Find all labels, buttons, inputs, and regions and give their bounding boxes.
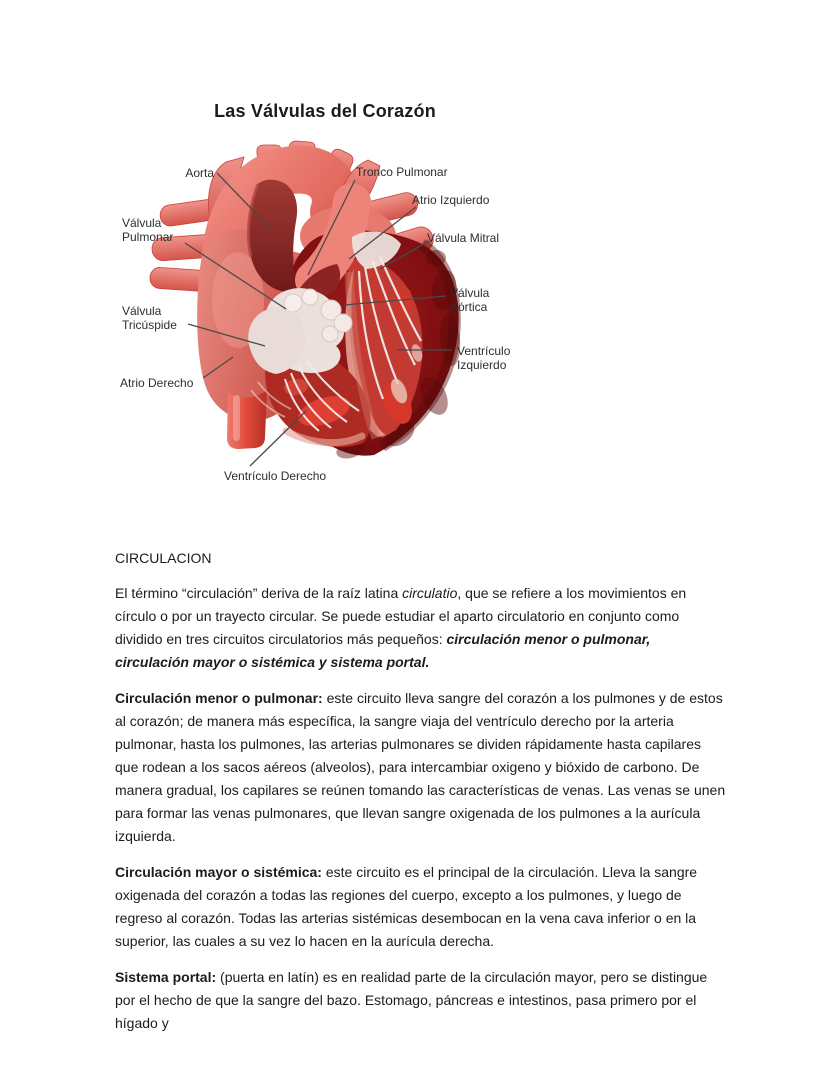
paragraph-circulacion-menor: Circulación menor o pulmonar: este circuito lleva sangre del corazón a los pulmones y de estos al corazón; de manera más específica, la sangre viaja del ventrículo derecho por la arteria pulmonar, hasta los pulmones, las arterias pulmonares se dividen rápidamente hasta capilares que rodean a los sacos aéreos (alveolos), para intercambiar oxigeno y bióxido de carbono. De manera gradual, los capilares se reúnen tomando las características de venas. Las venas se unen para formar las venas pulmonares, que llevan sangre oxigenada de los pulmones a la aurícula izquierda. xyxy=(115,690,726,844)
heart-diagram xyxy=(100,140,560,510)
label-ventriculo-izquierdo-line1: Ventrículo xyxy=(457,344,511,358)
label-aorta: Aorta xyxy=(185,166,214,180)
label-valvula-aortica-line2: Aórtica xyxy=(450,300,488,314)
figure-title: Las Válvulas del Corazón xyxy=(214,101,436,121)
label-valvula-mitral: Válvula Mitral xyxy=(427,231,500,245)
paragraph-sistema-portal: Sistema portal: (puerta en latín) es en realidad parte de la circulación mayor, pero se distingue por el hecho de que la sangre del bazo. Estomago, páncreas e intestinos, pasa primero por el hígado y xyxy=(115,969,708,1031)
paragraph-intro: El término “circulación” deriva de la raíz latina circulatio, que se refiere a los movimientos en círculo o por un trayecto circular. Se puede estudiar el aparto circulatorio en conjunto como dividido en tres circuitos circulatorios más pequeños: circulación menor o pulmonar, circulación mayor o sistémica y sistema portal. xyxy=(115,585,687,670)
label-atrio-izquierdo: Atrio Izquierdo xyxy=(412,193,490,207)
paragraph-circulacion-mayor: Circulación mayor o sistémica: este circuito es el principal de la circulación. Lleva la sangre oxigenada del corazón a todas las regiones del cuerpo, excepto a los pulmones, y luego de regreso al corazón. Todas las arterias sistémicas desembocan en la vena cava inferior o en la superior, las cuales a su vez lo hacen en la aurícula derecha. xyxy=(115,864,698,949)
document-body xyxy=(115,547,727,1048)
label-ventriculo-izquierdo-line2: Izquierdo xyxy=(457,358,507,372)
label-valvula-aortica-line1: Válvula xyxy=(450,286,490,300)
inferior-vena-cava-shape xyxy=(227,390,267,449)
heart-figure xyxy=(100,140,560,510)
label-valvula-pulmonar-line2: Pulmonar xyxy=(122,230,174,244)
label-atrio-derecho: Atrio Derecho xyxy=(120,376,194,390)
label-valvula-tricuspide-line2: Tricúspide xyxy=(122,318,177,332)
label-ventriculo-derecho: Ventrículo Derecho xyxy=(224,469,327,483)
heart-illustration xyxy=(149,141,462,461)
label-tronco-pulmonar: Tronco Pulmonar xyxy=(356,165,448,179)
label-valvula-tricuspide-line1: Válvula xyxy=(122,304,162,318)
label-valvula-pulmonar-line1: Válvula xyxy=(122,216,162,230)
section-heading: CIRCULACION xyxy=(115,550,212,566)
